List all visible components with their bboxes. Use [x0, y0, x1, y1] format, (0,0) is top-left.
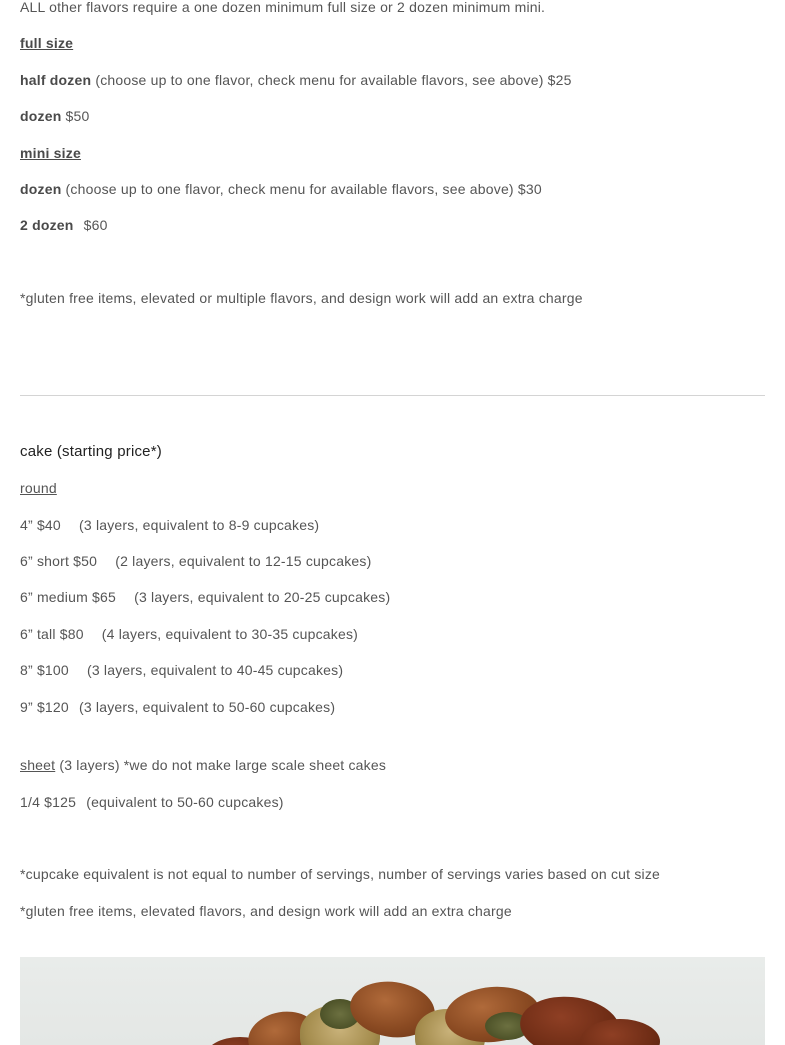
minimum-note: ALL other flavors require a one dozen minimum full size or 2 dozen minimum mini. — [20, 0, 546, 15]
dozen-price: $50 — [65, 108, 90, 124]
round-item — [20, 661, 343, 679]
cookie-extra-charge-note: *gluten free items, elevated or multiple flavors, and design work will add an extra charge — [20, 290, 583, 306]
mini-two-dozen-row — [20, 216, 108, 234]
sheet-item-detail: (equivalent to 50-60 cupcakes) — [86, 794, 284, 810]
sheet-heading: sheet — [20, 757, 56, 773]
mini-size-heading: mini size — [20, 145, 81, 161]
round-item-detail: (3 layers, equivalent to 40-45 cupcakes) — [86, 662, 344, 678]
half-dozen-row — [20, 71, 572, 89]
half-dozen-detail: (choose up to one flavor, check menu for available flavors, see above) $25 — [95, 72, 572, 88]
round-item-detail: (2 layers, equivalent to 12-15 cupcakes) — [115, 553, 372, 569]
mini-dozen-label: dozen — [20, 181, 62, 197]
pecan-cookies-photo — [20, 957, 765, 1045]
mini-dozen-detail: (choose up to one flavor, check menu for available flavors, see above) $30 — [65, 181, 542, 197]
sheet-row — [20, 756, 386, 774]
sheet-detail: (3 layers) *we do not make large scale sheet cakes — [59, 757, 387, 773]
round-item-detail: (4 layers, equivalent to 30-35 cupcakes) — [101, 626, 359, 642]
round-item — [20, 588, 390, 606]
cupcake-equivalent-note: *cupcake equivalent is not equal to number of servings, number of servings varies based on cut size — [20, 866, 661, 882]
mini-two-dozen-label: 2 dozen — [20, 217, 74, 233]
round-item — [20, 625, 358, 643]
round-item-size-price: 9” $120 — [20, 699, 69, 715]
round-item-size-price: 6” short $50 — [20, 553, 98, 569]
round-item-detail: (3 layers, equivalent to 8-9 cupcakes) — [79, 517, 320, 533]
round-item-size-price: 8” $100 — [20, 662, 69, 678]
round-item-size-price: 4” $40 — [20, 517, 61, 533]
dozen-label: dozen — [20, 108, 62, 124]
round-item-size-price: 6” tall $80 — [20, 626, 84, 642]
round-item — [20, 516, 319, 534]
round-item-size-price: 6” medium $65 — [20, 589, 116, 605]
section-divider — [20, 395, 765, 396]
round-item — [20, 552, 371, 570]
dozen-row — [20, 107, 90, 125]
sheet-item-size-price: 1/4 $125 — [20, 794, 77, 810]
round-heading: round — [20, 480, 57, 496]
half-dozen-label: half dozen — [20, 72, 92, 88]
round-item — [20, 698, 335, 716]
full-size-heading: full size — [20, 35, 74, 51]
mini-two-dozen-price: $60 — [83, 217, 108, 233]
round-item-detail: (3 layers, equivalent to 20-25 cupcakes) — [134, 589, 391, 605]
round-item-detail: (3 layers, equivalent to 50-60 cupcakes) — [78, 699, 336, 715]
cake-heading: cake (starting price*) — [20, 443, 162, 460]
sheet-item — [20, 793, 284, 811]
cake-extra-charge-note: *gluten free items, elevated flavors, and design work will add an extra charge — [20, 903, 512, 919]
mini-dozen-row — [20, 180, 542, 198]
